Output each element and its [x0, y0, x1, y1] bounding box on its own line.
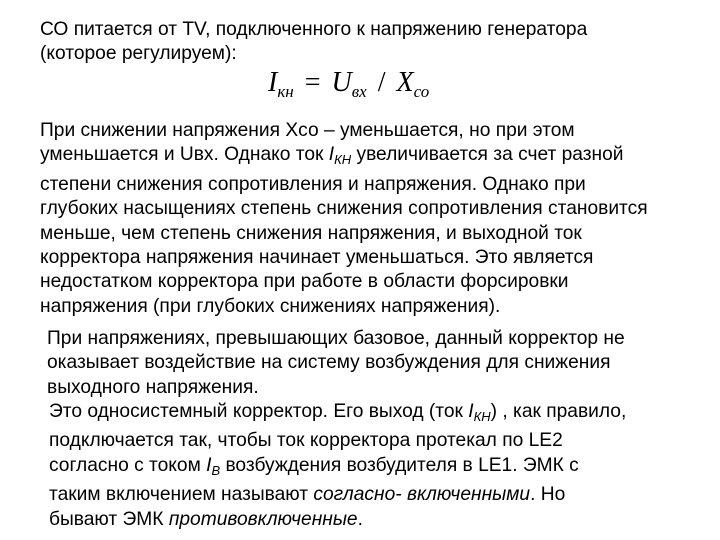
formula-voltage-symbol: U: [331, 67, 352, 98]
italic-term: согласно- включенными: [313, 484, 531, 506]
formula: [268, 66, 429, 109]
paragraph-line: выходного напряжения.: [47, 376, 259, 398]
paragraph-line: оказывает воздействие на систему возбуждения для снижения: [47, 352, 611, 374]
text-run: увеличивается за счет разной: [351, 144, 624, 166]
text-run: .: [357, 508, 363, 530]
paragraph-line: недостатком корректора при работе в области форсировки: [40, 271, 569, 293]
formula-current-symbol: I: [268, 67, 278, 98]
current-symbol: I: [468, 401, 474, 422]
paragraph-line: [49, 508, 626, 532]
current-symbol: I: [328, 144, 335, 166]
current-subscript: В: [211, 462, 221, 478]
intro-paragraph: [40, 18, 587, 67]
paragraph-line: При снижении напряжения Xсо – уменьшается, но при этом: [40, 120, 575, 141]
current-subscript: КН: [334, 152, 352, 168]
paragraph-line: [40, 143, 648, 172]
italic-term: противовключенные: [168, 508, 358, 530]
text-run: бывают ЭМК: [49, 508, 169, 530]
formula-reactance-subscript: со: [413, 82, 430, 101]
text-run: Это односистемный корректор. Его выход (ток: [49, 401, 469, 422]
paragraph-single-system-corrector: [49, 400, 626, 532]
paragraph-line: При напряжениях, превышающих базовое, данный корректор не: [47, 328, 625, 349]
paragraph-line: меньше, чем степень снижения напряжения, и выходной ток: [40, 222, 582, 244]
paragraph-line: [49, 400, 626, 429]
paragraph-line: степени снижения сопротивления и напряжения. Однако при: [40, 173, 586, 195]
formula-equals: =: [304, 67, 321, 98]
formula-reactance-symbol: X: [396, 67, 414, 98]
paragraph-line: напряжения (при глубоких снижениях напряжения).: [40, 295, 501, 317]
text-run: возбуждения возбудителя в LE1. ЭМК с: [220, 454, 579, 476]
formula-divide: /: [377, 67, 386, 98]
current-subscript: КН: [473, 409, 491, 424]
current-symbol: I: [206, 454, 212, 476]
text-run: таким включением называют: [49, 484, 314, 506]
text-run: уменьшается и Uвх. Однако ток: [40, 144, 329, 166]
paragraph-line: [49, 454, 626, 483]
paragraph-line: корректора напряжения начинает уменьшаться. Это является: [40, 247, 594, 269]
paragraph-line: подключается так, чтобы ток корректора протекал по LE2: [49, 430, 563, 452]
paragraph-line: глубоких насыщениях степень снижения сопротивления становится: [40, 198, 648, 220]
paragraph-voltage-decrease: [40, 119, 648, 319]
formula-voltage-subscript: вх: [351, 82, 367, 101]
intro-line: (которое регулируем):: [40, 43, 237, 65]
formula-current-subscript: кн: [277, 82, 294, 101]
paragraph-overvoltage: [47, 327, 625, 400]
paragraph-line: [49, 483, 626, 507]
text-run: ) , как правило,: [490, 401, 627, 422]
text-run: . Но: [530, 484, 566, 506]
intro-line: СО питается от TV, подключенного к напряжению генератора: [40, 19, 588, 40]
text-run: согласно с током: [49, 454, 207, 476]
